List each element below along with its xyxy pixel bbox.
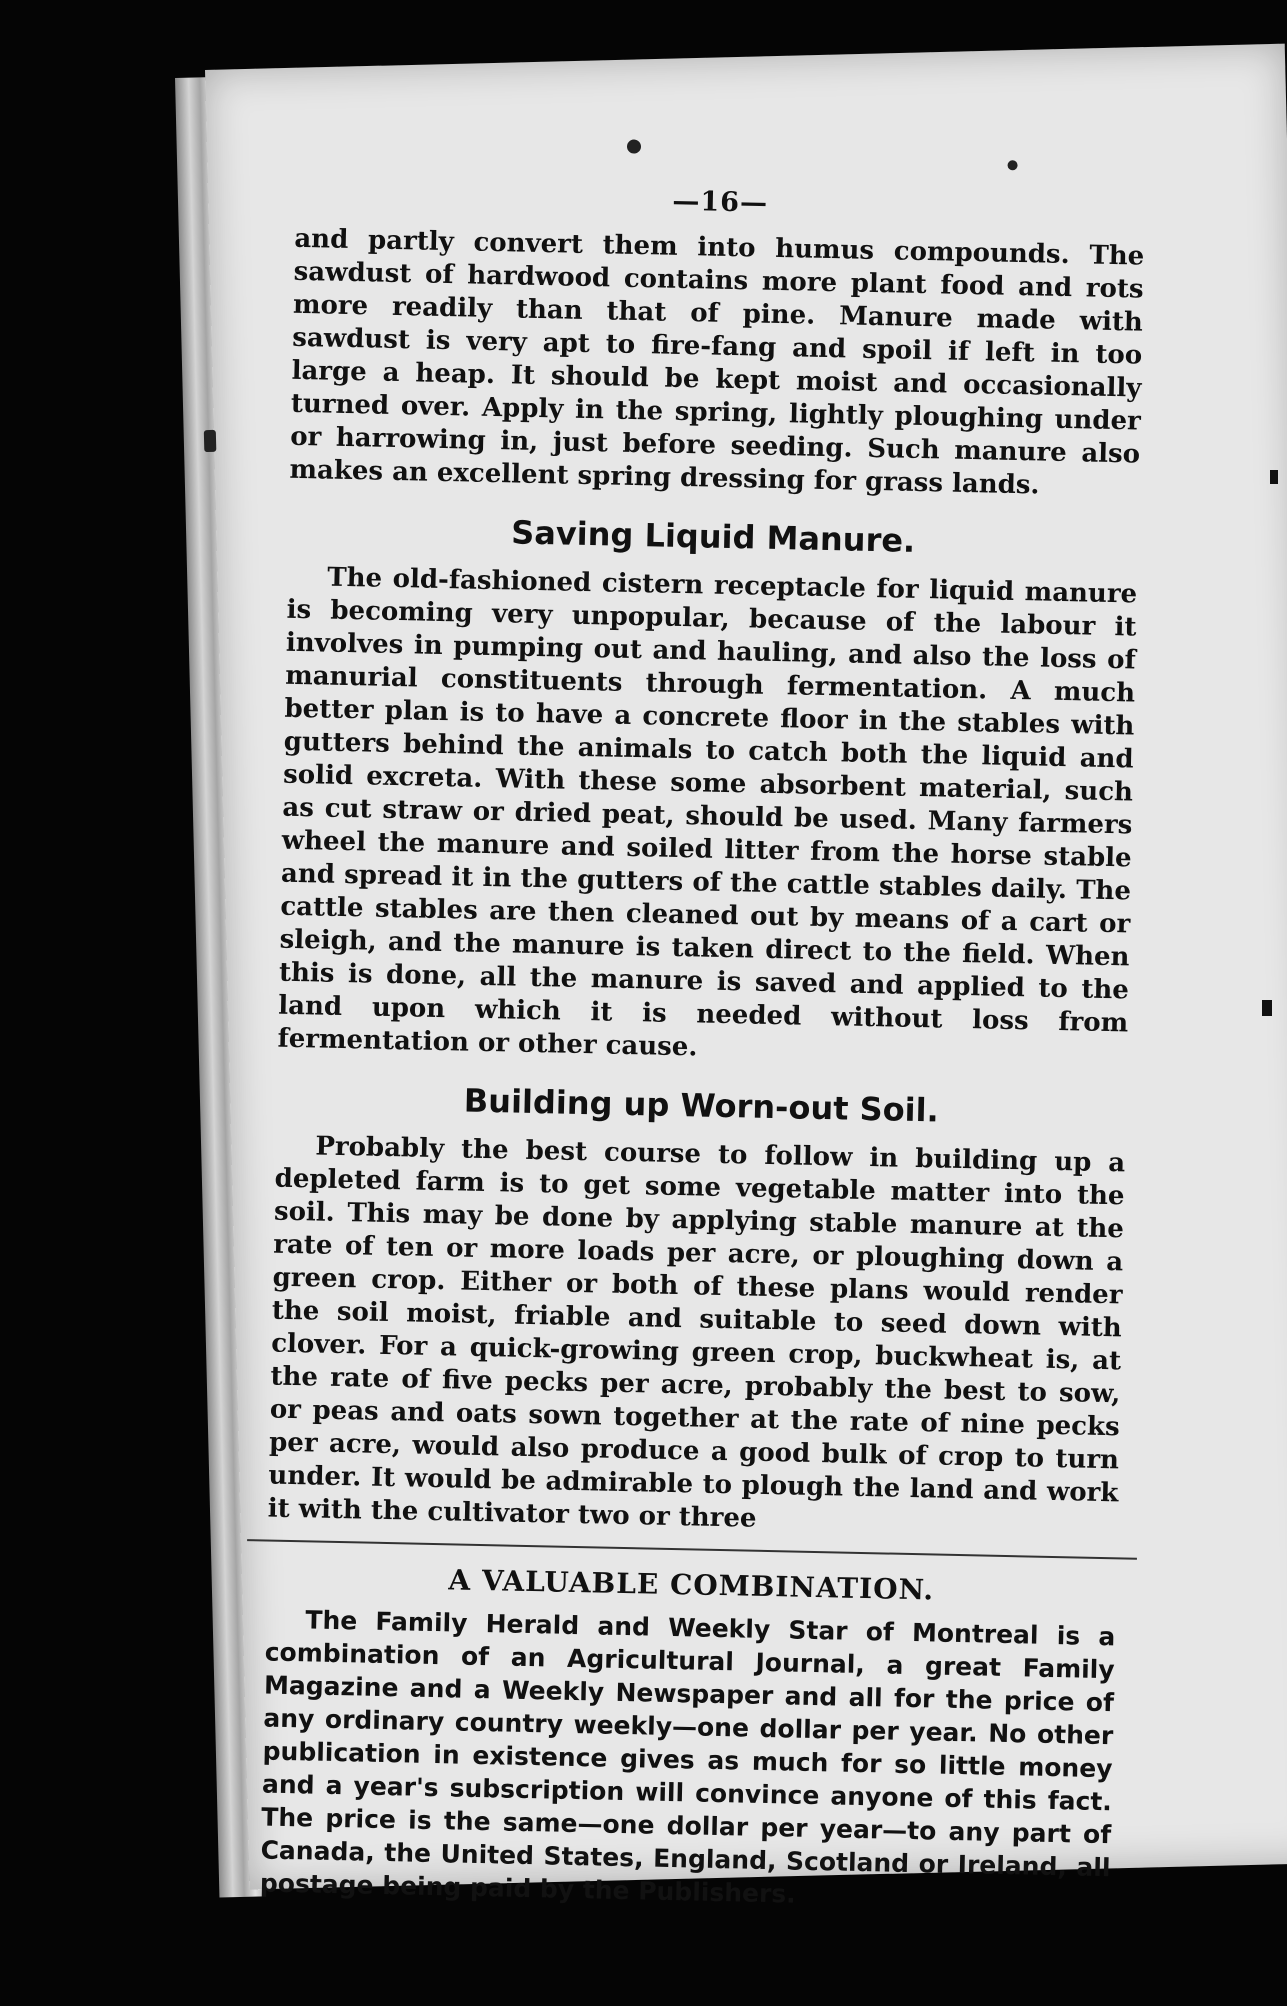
section-body-worn-out-soil: Probably the best course to follow in building up a depleted farm is to get some vegetable matter into the soil. This may be done by applying stable manure at the rate of ten or more loads per acre, or ploughing down a green crop. Either or both of these plans would render the soil moist, friable and suitable to seed down with clover. For a quick-growing green crop, buckwheat is, at the rate of five pecks per acre, probably the best to sow, or peas and oats sown together at the rate of nine pecks per acre, would also produce a good bulk of crop to turn under. It would be admirable to plough the land and work it with the cultivator two or three	[267, 1131, 1126, 1534]
edge-mark	[1270, 470, 1278, 484]
page-number: —16—	[672, 185, 769, 219]
book-page	[205, 44, 1287, 1909]
page-content	[260, 178, 1146, 1917]
section-body-liquid-manure: The old-fashioned cistern receptacle for liquid manure is becoming very unpopular, because of the labour it involves in pumping out and hauling, and also the loss of manurial constituents through fermentation. A much better plan is to have a concrete floor in the stables with gutters behind the animals to catch both the liquid and solid excreta. With these some absorbent material, such as cut straw or dried peat, should be used. Many farmers wheel the manure and soiled litter from the horse stable and spread it in the gutters of the cattle stables daily. The cattle stables are then cleaned out by means of a cart or sleigh, and the manure is taken direct to the field. When this is done, all the manure is saved and applied to the land upon which it is needed without loss from fermentation or other cause.	[277, 562, 1138, 1063]
ink-speck	[627, 139, 641, 153]
advertisement-body: The Family Herald and Weekly Star of Montreal is a combination of an Agricultural Journal, a great Family Magazine and a Weekly Newspaper and all for the price of any ordinary country weekly—one dollar per year. No other publication in existence gives as much for so little money and a year's subscription will convince anyone of this fact. The price is the same—one dollar per year—to any part of Canada, the United States, England, Scotland or Ireland, all postage being paid by the Publishers.	[259, 1605, 1116, 1909]
edge-mark	[1262, 1000, 1272, 1016]
ink-speck	[1007, 160, 1017, 170]
divider-rule	[247, 1539, 1137, 1560]
ink-speck	[204, 430, 217, 452]
intro-paragraph: and partly convert them into humus compounds. The sawdust of hardwood contains more plant food and rots more readily than that of pine. Manure made with sawdust is very apt to fire-fang and spoil if left in too large a heap. It should be kept moist and occasionally turned over. Apply in the spring, lightly ploughing under or harrowing in, just before seeding. Such manure also makes an excellent spring dressing for grass lands.	[289, 223, 1145, 501]
advertisement-heading: A VALUABLE COMBINATION.	[448, 1563, 935, 1607]
section-heading-worn-out-soil: Building up Worn-out Soil.	[463, 1081, 940, 1130]
section-heading-liquid-manure: Saving Liquid Manure.	[510, 513, 916, 560]
